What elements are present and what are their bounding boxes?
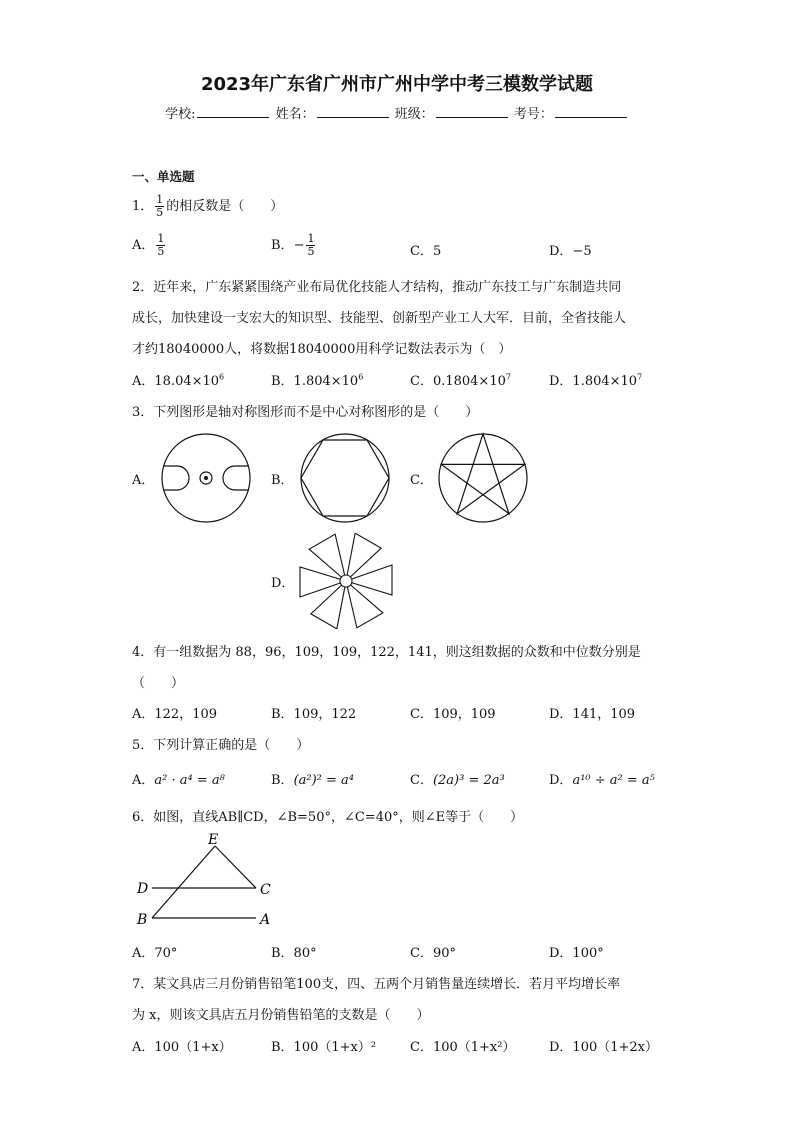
q6-text: 6．如图，直线AB∥CD，∠B=50°，∠C=40°，则∠E等于（ ） <box>132 810 524 825</box>
q4-option-c: C．109，109 <box>410 707 496 722</box>
q7-option-c: C．100（1+x²） <box>410 1040 516 1055</box>
section-title: 一、单选题 <box>132 169 195 184</box>
q6-option-d: D．100° <box>549 946 604 961</box>
id-blank <box>555 105 627 118</box>
q2-option-b: B．$1.804\times 10^6$ <box>271 372 364 389</box>
q1-option-d: D．−5 <box>549 244 592 259</box>
student-info-line <box>0 103 794 122</box>
q3-option-a-label: A． <box>132 473 155 488</box>
label-b: B <box>137 912 148 928</box>
name-blank <box>317 105 389 118</box>
label-c: C <box>260 882 271 898</box>
label-e: E <box>208 832 219 848</box>
q1-option-b: B．− $\frac{1}{5}$ <box>271 232 315 258</box>
q2-line-1: 2．近年来，广东紧紧围绕产业布局优化技能人才结构，推动广东技工与广东制造共同 <box>132 280 622 295</box>
q4-option-a: A．122，109 <box>132 707 218 722</box>
q7-option-a: A．100（1+x） <box>132 1040 232 1055</box>
q5-option-a: A．a² · a⁴ = a⁸ <box>132 773 225 788</box>
q3-figure-c <box>437 432 529 524</box>
q5-option-b: B．(a²)² = a⁴ <box>271 773 354 788</box>
q3-option-b-label: B． <box>271 473 294 488</box>
id-label: 考号： <box>513 107 553 122</box>
q3-figure-b <box>299 432 391 524</box>
label-a: A <box>260 912 271 928</box>
q3-figure-d <box>297 533 395 629</box>
school-label: 学校: <box>165 107 196 122</box>
q1-text: 的相反数是（ ） <box>166 199 284 214</box>
question-1 <box>132 194 283 219</box>
q5-option-d: D．a¹⁰ ÷ a² = a⁵ <box>549 773 655 788</box>
q1-option-c: C．5 <box>410 244 442 259</box>
q2-line-2: 成长，加快建设一支宏大的知识型、技能型、创新型产业工人大军．目前，全省技能人 <box>132 311 627 326</box>
school-blank <box>197 105 269 118</box>
q2-option-a: A．$18.04\times 10^6$ <box>132 372 225 389</box>
q4-option-d: D．141，109 <box>549 707 636 722</box>
q5-option-c: C．(2a)³ = 2a³ <box>410 773 505 788</box>
q3-option-c-label: C． <box>410 473 433 488</box>
q3-option-d-label: D． <box>271 576 295 591</box>
label-d: D <box>137 881 149 897</box>
q2-line-3: 才约18040000人，将数据18040000用科学记数法表示为（ ） <box>132 342 512 357</box>
q4-option-b: B．109，122 <box>271 707 357 722</box>
exam-title: 2023年广东省广州市广州中学中考三模数学试题 <box>200 74 594 95</box>
q7-line-1: 7．某文具店三月份销售铅笔100支，四、五两个月销售量连续增长．若月平均增长率 <box>132 977 621 992</box>
q6-option-b: B．80° <box>271 946 317 961</box>
q6-figure <box>132 832 282 932</box>
q5-text: 5．下列计算正确的是（ ） <box>132 738 310 753</box>
class-blank <box>436 105 508 118</box>
class-label: 班级： <box>394 107 434 122</box>
q2-option-c: C．$0.1804\times 10^7$ <box>410 372 511 389</box>
q6-option-a: A．70° <box>132 946 178 961</box>
q4-line-1: 4．有一组数据为 88，96，109，109，122，141，则这组数据的众数和中位数分别是 <box>132 645 641 660</box>
q1-fraction: $\frac{1}{5}$ <box>156 193 164 219</box>
q6-option-c: C．90° <box>410 946 456 961</box>
q3-figure-a <box>160 432 252 524</box>
q7-line-2: 为 x，则该文具店五月份销售铅笔的支数是（ ） <box>132 1008 430 1023</box>
q4-line-2: （ ） <box>132 676 185 691</box>
name-label: 姓名： <box>275 107 315 122</box>
q1-number: 1． <box>132 199 154 214</box>
q2-option-d: D．$1.804\times 10^7$ <box>549 372 643 389</box>
q1-option-a: A． $\frac{1}{5}$ <box>132 232 165 258</box>
q3-text: 3．下列图形是轴对称图形而不是中心对称图形的是（ ） <box>132 405 479 420</box>
q7-option-d: D．100（1+2x） <box>549 1040 659 1055</box>
q7-option-b: B．100（1+x）² <box>271 1040 377 1055</box>
